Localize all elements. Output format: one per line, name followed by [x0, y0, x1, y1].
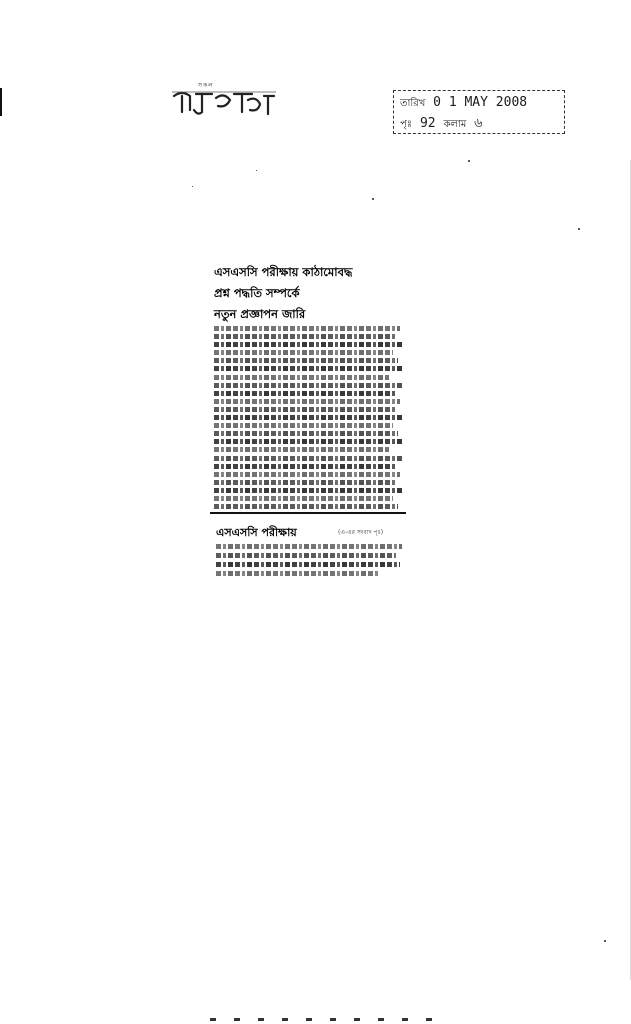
- stamp-page-row: [400, 114, 483, 135]
- stamp-column-label: কলাম: [443, 119, 467, 130]
- stamp-page-value: 92: [419, 116, 436, 131]
- scan-edge-mark: [0, 88, 2, 116]
- illegible-text-line: [214, 480, 396, 485]
- illegible-text-line: [214, 447, 389, 452]
- stamp-page-label: পৃঃ: [400, 119, 413, 130]
- stamp-column-value: ৬: [474, 116, 483, 131]
- stamp-date-label: তারিখ: [400, 98, 426, 109]
- illegible-text-line: [214, 342, 404, 347]
- headline-line: নতুন প্রজ্ঞাপন জারি: [214, 307, 306, 321]
- scan-speck: [604, 940, 606, 942]
- scan-speck: [578, 228, 580, 230]
- article-body: [214, 326, 404, 510]
- illegible-text-line: [214, 334, 396, 339]
- secondary-article-body: [216, 544, 402, 576]
- newspaper-masthead: [168, 80, 280, 124]
- secondary-source-note: (এ-এর সংবাদ পৃঃ): [338, 529, 384, 536]
- illegible-text-line: [214, 456, 404, 461]
- newspaper-logo: [168, 86, 280, 120]
- illegible-text-line: [214, 431, 398, 436]
- section-divider: [210, 512, 406, 514]
- newspaper-clipping: [206, 262, 406, 580]
- illegible-text-line: [216, 562, 400, 567]
- illegible-text-line: [214, 383, 404, 388]
- scan-speck: [468, 160, 470, 162]
- illegible-text-line: [214, 504, 398, 509]
- headline-line: এসএসসি পরীক্ষায় কাঠামোবদ্ধ: [214, 265, 353, 279]
- illegible-text-line: [214, 496, 393, 501]
- illegible-text-line: [214, 415, 404, 420]
- scan-speck: [372, 198, 374, 200]
- scan-speck: [192, 186, 193, 187]
- headline-line: প্রশ্ন পদ্ধতি সম্পর্কে: [214, 286, 300, 300]
- illegible-text-line: [214, 399, 400, 404]
- illegible-text-line: [216, 571, 380, 576]
- illegible-text-line: [214, 488, 404, 493]
- article-headline: [214, 262, 404, 325]
- stamp-date-value: 0 1 MAY 2008: [433, 95, 528, 110]
- illegible-text-line: [214, 326, 400, 331]
- scan-bottom-marks: [210, 1018, 450, 1021]
- illegible-text-line: [214, 439, 402, 444]
- illegible-text-line: [214, 366, 402, 371]
- scan-speck: [256, 170, 257, 171]
- illegible-text-line: [214, 464, 395, 469]
- illegible-text-line: [214, 350, 393, 355]
- date-stamp: [393, 90, 565, 134]
- illegible-text-line: [214, 423, 393, 428]
- illegible-text-line: [214, 472, 400, 477]
- illegible-text-line: [214, 391, 395, 396]
- illegible-text-line: [214, 375, 389, 380]
- illegible-text-line: [216, 553, 396, 558]
- illegible-text-line: [214, 358, 398, 363]
- secondary-headline: এসএসসি পরীক্ষায়: [216, 526, 297, 539]
- stamp-date-row: [400, 95, 527, 113]
- masthead-tagline: সকল: [198, 82, 214, 89]
- illegible-text-line: [216, 544, 402, 549]
- illegible-text-line: [214, 407, 396, 412]
